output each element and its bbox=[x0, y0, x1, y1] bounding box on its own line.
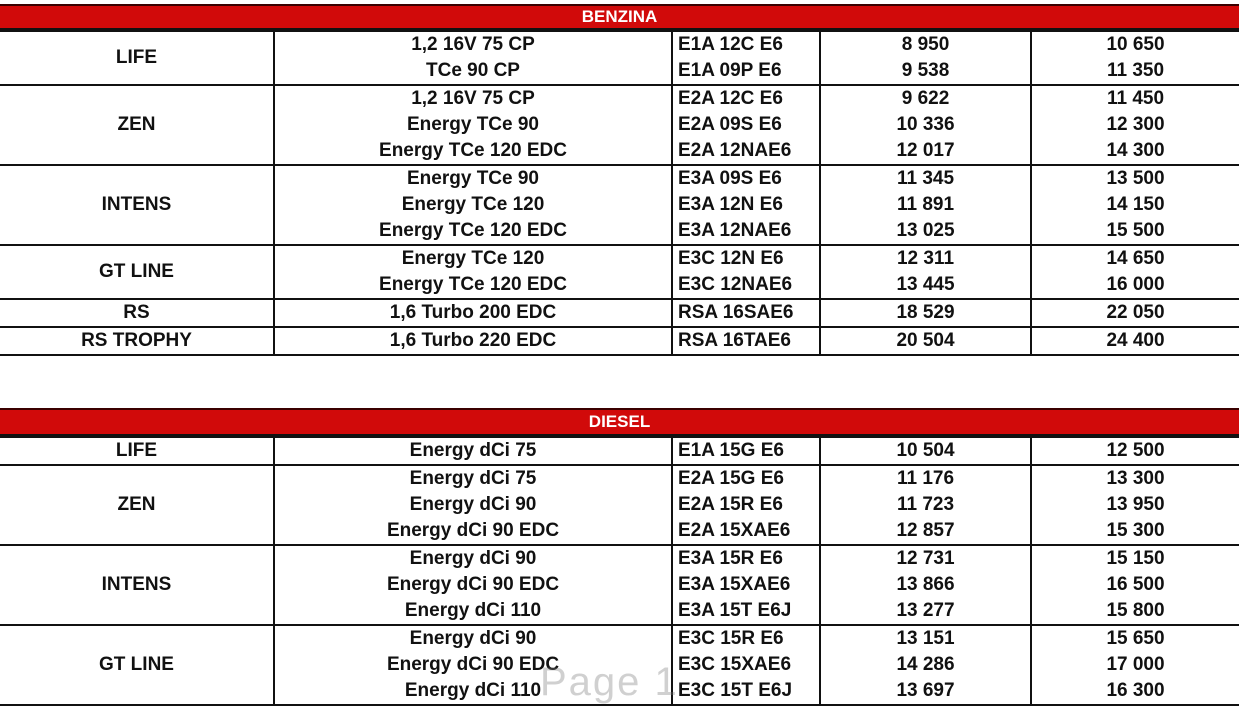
price-net-value: 10 336 bbox=[896, 114, 955, 135]
price-net-cell bbox=[820, 625, 1031, 705]
price-net-value: 12 857 bbox=[896, 520, 955, 541]
engine-value: Energy TCe 120 EDC bbox=[379, 140, 567, 161]
price-list-value: 15 800 bbox=[1106, 600, 1165, 621]
engine-value: 1,6 Turbo 220 EDC bbox=[389, 330, 557, 351]
engine-value: Energy dCi 90 EDC bbox=[386, 574, 560, 595]
price-list-cell bbox=[1031, 85, 1239, 165]
price-net-value: 20 504 bbox=[896, 330, 955, 351]
table-row bbox=[0, 165, 1239, 245]
version-cell: RS bbox=[0, 299, 274, 327]
version-cell: ZEN bbox=[0, 85, 274, 165]
code-value: RSA 16TAE6 bbox=[678, 330, 791, 351]
price-net-cell bbox=[820, 85, 1031, 165]
engine-value: 1,2 16V 75 CP bbox=[411, 34, 535, 55]
price-net-value: 11 891 bbox=[896, 194, 955, 215]
code-cell bbox=[672, 85, 820, 165]
price-net-value: 13 697 bbox=[896, 680, 955, 701]
price-list-value: 16 500 bbox=[1106, 574, 1165, 595]
price-net-value: 12 017 bbox=[896, 140, 955, 161]
code-value: E3A 09S E6 bbox=[678, 168, 782, 189]
price-list-value: 24 400 bbox=[1106, 330, 1165, 351]
code-cell bbox=[672, 299, 820, 327]
price-list-cell bbox=[1031, 299, 1239, 327]
price-net-value: 10 504 bbox=[896, 440, 955, 461]
engine-value: Energy dCi 90 bbox=[409, 494, 537, 515]
code-value: E3A 15T E6J bbox=[678, 600, 792, 621]
version-cell: LIFE bbox=[0, 437, 274, 465]
version-cell: GT LINE bbox=[0, 625, 274, 705]
price-list-value: 15 500 bbox=[1106, 220, 1165, 241]
code-value: E3A 15R E6 bbox=[678, 548, 783, 569]
engine-cell bbox=[274, 545, 672, 625]
price-net-cell bbox=[820, 245, 1031, 299]
price-net-cell bbox=[820, 31, 1031, 85]
code-value: RSA 16SAE6 bbox=[678, 302, 794, 323]
engine-value: Energy dCi 90 bbox=[409, 548, 537, 569]
engine-value: Energy TCe 120 bbox=[401, 248, 545, 269]
price-list-value: 12 500 bbox=[1106, 440, 1165, 461]
version-cell: ZEN bbox=[0, 465, 274, 545]
code-value: E1A 09P E6 bbox=[678, 60, 782, 81]
section-title: DIESEL bbox=[588, 412, 651, 431]
price-list-value: 15 150 bbox=[1106, 548, 1165, 569]
table-row bbox=[0, 437, 1239, 465]
price-list-cell bbox=[1031, 437, 1239, 465]
price-net-value: 11 723 bbox=[896, 494, 955, 515]
table-row bbox=[0, 31, 1239, 85]
table-row bbox=[0, 327, 1239, 355]
engine-value: Energy TCe 120 EDC bbox=[379, 220, 567, 241]
engine-cell bbox=[274, 85, 672, 165]
price-list-cell bbox=[1031, 465, 1239, 545]
engine-value: Energy dCi 75 bbox=[409, 440, 537, 461]
price-list-value: 10 650 bbox=[1106, 34, 1165, 55]
price-list-value: 22 050 bbox=[1106, 302, 1165, 323]
price-list-value: 15 650 bbox=[1106, 628, 1165, 649]
price-list-value: 16 000 bbox=[1106, 274, 1165, 295]
code-value: E3C 15XAE6 bbox=[678, 654, 792, 675]
code-value: E2A 15XAE6 bbox=[678, 520, 791, 541]
code-cell bbox=[672, 245, 820, 299]
table-row bbox=[0, 465, 1239, 545]
code-value: E3A 12NAE6 bbox=[678, 220, 792, 241]
price-net-cell bbox=[820, 545, 1031, 625]
price-net-value: 13 025 bbox=[896, 220, 955, 241]
engine-value: 1,6 Turbo 200 EDC bbox=[389, 302, 557, 323]
price-net-value: 11 176 bbox=[896, 468, 955, 489]
price-list-value: 15 300 bbox=[1106, 520, 1165, 541]
engine-cell bbox=[274, 327, 672, 355]
engine-value: Energy dCi 75 bbox=[409, 468, 537, 489]
price-net-cell bbox=[820, 465, 1031, 545]
engine-value: Energy dCi 90 EDC bbox=[386, 654, 560, 675]
code-value: E3C 12NAE6 bbox=[678, 274, 793, 295]
engine-value: Energy dCi 110 bbox=[404, 680, 542, 701]
price-net-cell bbox=[820, 437, 1031, 465]
price-list-value: 11 450 bbox=[1106, 88, 1165, 109]
code-cell bbox=[672, 165, 820, 245]
engine-value: Energy TCe 90 bbox=[407, 168, 539, 189]
price-net-value: 12 731 bbox=[896, 548, 955, 569]
section-header-benzina bbox=[0, 4, 1239, 30]
engine-value: Energy TCe 120 EDC bbox=[379, 274, 567, 295]
price-list-value: 11 350 bbox=[1106, 60, 1165, 81]
code-value: E1A 15G E6 bbox=[678, 440, 784, 461]
code-value: E3A 12N E6 bbox=[678, 194, 783, 215]
engine-cell bbox=[274, 31, 672, 85]
price-list-value: 17 000 bbox=[1106, 654, 1165, 675]
price-net-value: 13 866 bbox=[896, 574, 955, 595]
price-net-value: 14 286 bbox=[896, 654, 955, 675]
engine-cell bbox=[274, 437, 672, 465]
price-net-value: 9 622 bbox=[901, 88, 950, 109]
code-cell bbox=[672, 31, 820, 85]
engine-value: Energy dCi 90 bbox=[409, 628, 537, 649]
price-list-cell bbox=[1031, 245, 1239, 299]
price-table-benzina bbox=[0, 30, 1239, 356]
engine-cell bbox=[274, 245, 672, 299]
price-list-value: 14 650 bbox=[1106, 248, 1165, 269]
price-net-value: 9 538 bbox=[901, 60, 950, 81]
engine-cell bbox=[274, 165, 672, 245]
code-value: E2A 09S E6 bbox=[678, 114, 782, 135]
engine-value: Energy dCi 110 bbox=[404, 600, 542, 621]
price-net-cell bbox=[820, 165, 1031, 245]
price-list-cell bbox=[1031, 545, 1239, 625]
version-cell: RS TROPHY bbox=[0, 327, 274, 355]
code-value: E2A 12C E6 bbox=[678, 88, 783, 109]
code-cell bbox=[672, 465, 820, 545]
engine-value: Energy dCi 90 EDC bbox=[386, 520, 560, 541]
code-value: E3C 15T E6J bbox=[678, 680, 793, 701]
code-cell bbox=[672, 327, 820, 355]
code-value: E2A 15R E6 bbox=[678, 494, 783, 515]
price-net-value: 13 445 bbox=[896, 274, 955, 295]
code-value: E3A 15XAE6 bbox=[678, 574, 791, 595]
engine-value: TCe 90 CP bbox=[426, 60, 520, 81]
table-row bbox=[0, 299, 1239, 327]
version-cell: INTENS bbox=[0, 165, 274, 245]
table-row bbox=[0, 85, 1239, 165]
table-row bbox=[0, 245, 1239, 299]
price-list-value: 13 300 bbox=[1106, 468, 1165, 489]
price-list-value: 14 150 bbox=[1106, 194, 1165, 215]
price-list-value: 13 500 bbox=[1106, 168, 1165, 189]
section-title: BENZINA bbox=[581, 7, 658, 26]
code-cell bbox=[672, 437, 820, 465]
engine-value: Energy TCe 90 bbox=[407, 114, 539, 135]
price-list-cell bbox=[1031, 31, 1239, 85]
code-value: E1A 12C E6 bbox=[678, 34, 783, 55]
price-net-value: 13 151 bbox=[896, 628, 955, 649]
price-net-value: 12 311 bbox=[896, 248, 955, 269]
code-cell bbox=[672, 545, 820, 625]
version-cell: GT LINE bbox=[0, 245, 274, 299]
price-net-cell bbox=[820, 327, 1031, 355]
code-value: E3C 12N E6 bbox=[678, 248, 784, 269]
engine-cell bbox=[274, 465, 672, 545]
price-list-value: 13 950 bbox=[1106, 494, 1165, 515]
price-net-value: 8 950 bbox=[901, 34, 950, 55]
code-value: E2A 12NAE6 bbox=[678, 140, 792, 161]
code-value: E3C 15R E6 bbox=[678, 628, 784, 649]
engine-value: Energy TCe 120 bbox=[401, 194, 545, 215]
price-list-value: 14 300 bbox=[1106, 140, 1165, 161]
price-net-value: 18 529 bbox=[896, 302, 955, 323]
code-value: E2A 15G E6 bbox=[678, 468, 784, 489]
price-net-cell bbox=[820, 299, 1031, 327]
table-row bbox=[0, 545, 1239, 625]
version-cell: INTENS bbox=[0, 545, 274, 625]
price-list-cell bbox=[1031, 327, 1239, 355]
price-list-value: 16 300 bbox=[1106, 680, 1165, 701]
price-net-value: 11 345 bbox=[896, 168, 955, 189]
engine-value: 1,2 16V 75 CP bbox=[411, 88, 535, 109]
engine-cell bbox=[274, 299, 672, 327]
price-list-cell bbox=[1031, 625, 1239, 705]
page-watermark: Page 1 bbox=[540, 660, 679, 704]
price-list-cell bbox=[1031, 165, 1239, 245]
section-header-diesel bbox=[0, 408, 1239, 436]
version-cell: LIFE bbox=[0, 31, 274, 85]
price-net-value: 13 277 bbox=[896, 600, 955, 621]
code-cell bbox=[672, 625, 820, 705]
price-list-value: 12 300 bbox=[1106, 114, 1165, 135]
